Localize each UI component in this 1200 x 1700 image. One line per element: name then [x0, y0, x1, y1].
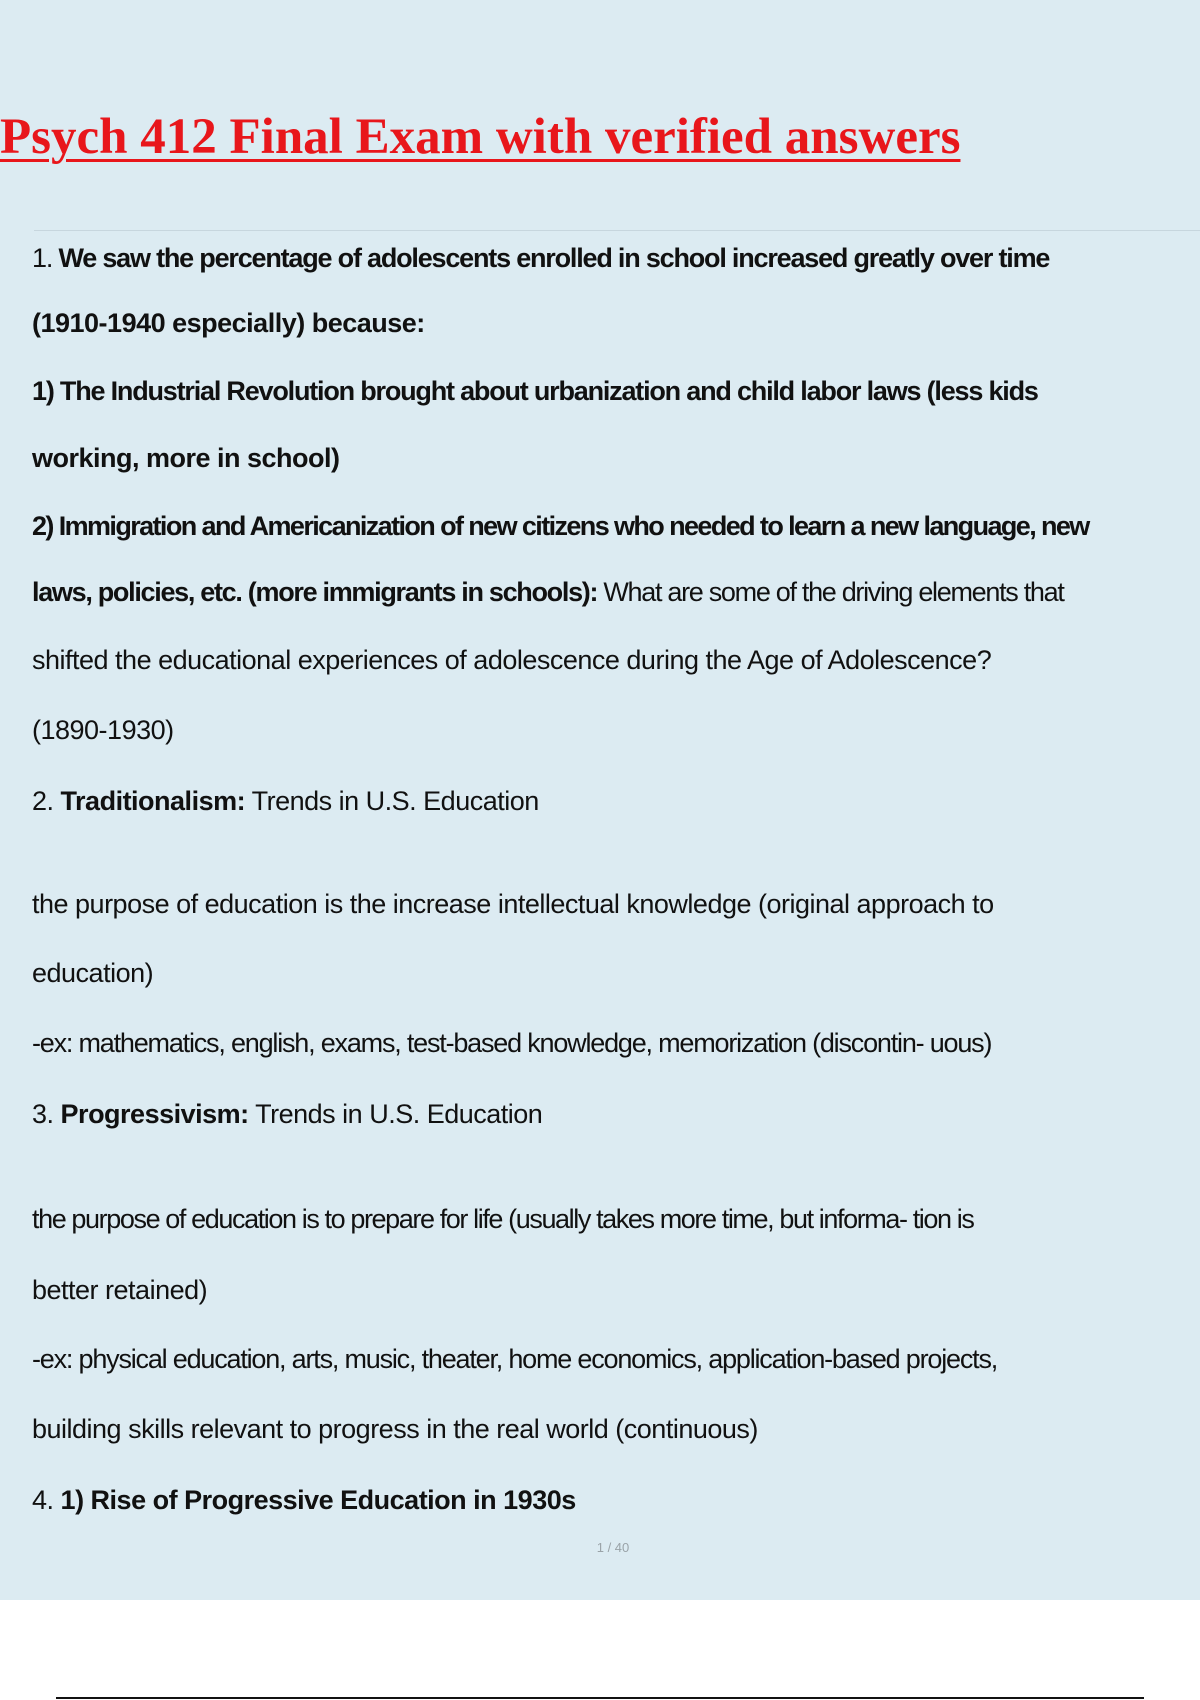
- item-3-term: Progressivism:: [60, 1099, 249, 1129]
- item-3-line-4: building skills relevant to progress in the real world (continuous): [32, 1414, 758, 1444]
- item-1-point-2-line-1: 2) Immigration and Americanization of new citizens who needed to learn a new language, new: [32, 511, 1089, 541]
- item-2-definition: Trends in U.S. Education: [245, 786, 539, 816]
- item-2-line-1: the purpose of education is the increase intellectual knowledge (original approach to: [32, 889, 994, 919]
- item-2-term: Traditionalism:: [60, 786, 246, 816]
- item-3-line-1: the purpose of education is to prepare for life (usually takes more time, but informa- tion is: [32, 1204, 974, 1234]
- item-1-question-line-2: (1910-1940 especially) because:: [32, 308, 425, 338]
- item-2-heading: [32, 784, 539, 818]
- item-4-heading: [32, 1483, 576, 1517]
- item-1-point-1-line-2: working, more in school): [32, 443, 340, 473]
- document-title: Psych 412 Final Exam with verified answers: [0, 109, 961, 165]
- item-4-term: 1) Rise of Progressive Education in 1930s: [60, 1485, 576, 1515]
- item-3-heading: [32, 1097, 542, 1131]
- item-3-number: 3.: [32, 1099, 54, 1129]
- page-indicator: 1 / 40: [596, 1540, 630, 1555]
- item-1-question-text: We saw the percentage of adolescents enrolled in school increased greatly over time: [58, 243, 1050, 273]
- item-1-number: 1.: [32, 243, 53, 273]
- divider: [34, 230, 1200, 231]
- item-3-line-3: -ex: physical education, arts, music, theater, home economics, application-based projects,: [32, 1344, 998, 1374]
- item-1-point-1-line-1: 1) The Industrial Revolution brought about urbanization and child labor laws (less kids: [32, 376, 1038, 406]
- bottom-rule: [56, 1697, 1144, 1699]
- item-2-line-3: -ex: mathematics, english, exams, test-based knowledge, memorization (discontin- uous): [32, 1028, 992, 1058]
- item-1-answer-start: What are some of the driving elements that: [597, 577, 1064, 607]
- item-4-number: 4.: [32, 1485, 54, 1515]
- item-1-question-line-1: [32, 241, 1049, 275]
- item-1-point-2-bold: laws, policies, etc. (more immigrants in schools):: [32, 577, 598, 607]
- item-3-line-2: better retained): [32, 1275, 208, 1305]
- item-1-answer-line-2: (1890-1930): [32, 715, 174, 745]
- item-2-number: 2.: [32, 786, 54, 816]
- item-1-answer-line-1: shifted the educational experiences of adolescence during the Age of Adolescence?: [32, 645, 992, 675]
- item-2-line-2: education): [32, 958, 154, 988]
- item-3-definition: Trends in U.S. Education: [248, 1099, 543, 1129]
- item-1-point-2-line-2: [32, 575, 1064, 609]
